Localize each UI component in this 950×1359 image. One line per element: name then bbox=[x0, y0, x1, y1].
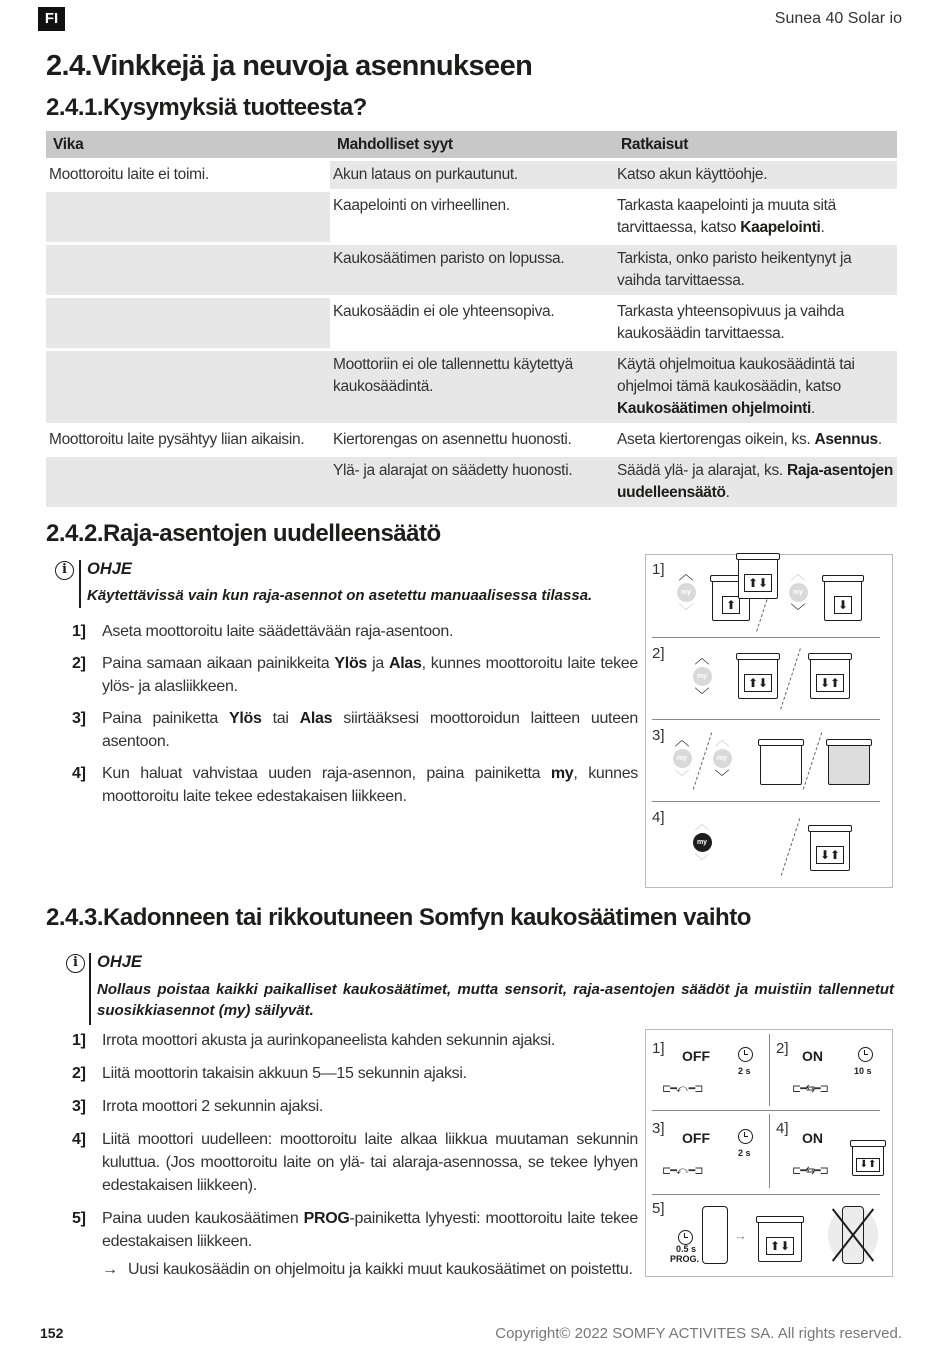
column-header-cause: Mahdolliset syyt bbox=[337, 135, 453, 153]
remote-control bbox=[690, 817, 714, 868]
solution-cell: Tarkasta kaapelointi ja muuta sitä tarvittaessa, katso Kaapelointi. bbox=[617, 197, 836, 236]
divider bbox=[652, 801, 880, 802]
step-item: 1] Irrota moottori akusta ja aurinkopaneelista kahden sekunnin ajaksi. bbox=[72, 1032, 556, 1049]
step-item: 2] Paina samaan aikaan painikkeita Ylös ja Alas, kunnes moottoroitu laite tekee ylös- ja alasliikkeen. bbox=[72, 655, 638, 695]
table-row bbox=[46, 192, 897, 242]
cable-disconnected-icon: ⊏━⤺ ━⊐ bbox=[662, 1165, 703, 1177]
note-text: Nollaus poistaa kaikki paikalliset kaukosäätimet, mutta sensorit, raja-asentojen säädöt ja muistiin tallennetut suosikkiasennot (my) säilyvät. bbox=[97, 981, 894, 1019]
cause-cell: Kiertorengas on asennettu huonosti. bbox=[333, 431, 572, 448]
column-header-solution: Ratkaisut bbox=[621, 135, 689, 153]
divider bbox=[652, 1110, 880, 1111]
shade-icon: ⬆⬇ bbox=[738, 555, 778, 599]
table-row bbox=[46, 245, 897, 295]
divider bbox=[769, 1114, 770, 1188]
my-button-icon: my bbox=[673, 749, 692, 768]
down-arrow-icon: ﹀ bbox=[674, 768, 690, 786]
my-button-icon: my bbox=[693, 833, 712, 852]
figure-step-label: 3] bbox=[652, 1120, 665, 1137]
up-arrow-icon: ︿ bbox=[714, 731, 730, 749]
solution-cell: Säädä ylä- ja alarajat, ks. Raja-asentojen uudelleensäätö. bbox=[614, 457, 897, 507]
table-row bbox=[46, 298, 897, 348]
limit-adjust-steps bbox=[46, 620, 638, 808]
figure-step-label: 1] bbox=[652, 1040, 665, 1057]
table-row bbox=[46, 351, 897, 423]
duration-label: 2 s bbox=[738, 1066, 751, 1076]
limit-adjust-figure bbox=[645, 554, 893, 888]
note-title: OHJE bbox=[87, 560, 132, 578]
duration-label: 2 s bbox=[738, 1148, 751, 1158]
step-item: 1] Aseta moottoroitu laite säädettävään raja-asentoon. bbox=[72, 623, 454, 640]
cable-connected-icon: ⊏━⇆━⊐ bbox=[792, 1165, 828, 1177]
power-state-label: ON bbox=[802, 1048, 823, 1064]
remote-control bbox=[670, 733, 694, 784]
step-item: 4] Liitä moottori uudelleen: moottoroitu laite alkaa liikkua muutaman sekunnin kuluttua. (Jos moottoroitu laite on ylä- tai alaraja-asennossa, se tekee lyhyen edestakaisen liikkeen). bbox=[72, 1131, 638, 1194]
table-row bbox=[46, 161, 897, 189]
divider bbox=[652, 637, 880, 638]
step-item: 2] Liitä moottorin takaisin akkuun 5—15 sekunnin ajaksi. bbox=[72, 1065, 467, 1082]
down-arrow-icon: ﹀ bbox=[790, 602, 806, 620]
divider bbox=[652, 719, 880, 720]
figure-step-label: 4] bbox=[776, 1120, 789, 1137]
step-item: 5] Paina uuden kaukosäätimen PROG-painiketta lyhyesti: moottoroitu laite tekee edestakaisen liikkeen. bbox=[72, 1210, 638, 1250]
cause-cell: Akun lataus on purkautunut. bbox=[330, 161, 614, 189]
note-bar bbox=[79, 560, 81, 608]
table-row bbox=[46, 426, 897, 454]
remote-control bbox=[674, 567, 698, 618]
shade-icon: ⬇⬆ bbox=[810, 655, 850, 699]
shade-icon: ⬆⬇ bbox=[738, 655, 778, 699]
fault-cell bbox=[46, 245, 330, 295]
solution-cell: Tarkasta yhteensopivuus ja vaihda kaukosäädin tarvittaessa. bbox=[617, 303, 845, 342]
copyright: Copyright© 2022 SOMFY ACTIVITES SA. All rights reserved. bbox=[495, 1325, 902, 1342]
arrow-right-icon: → bbox=[734, 1228, 747, 1243]
figure-step-label: 4] bbox=[652, 809, 665, 826]
table-row bbox=[46, 457, 897, 507]
down-arrow-icon: ﹀ bbox=[714, 768, 730, 786]
up-arrow-icon: ︿ bbox=[790, 565, 806, 583]
cause-cell: Kaapelointi on virheellinen. bbox=[333, 197, 510, 214]
step-item: 3] Paina painiketta Ylös tai Alas siirtääksesi moottoroidun laitteen uuteen asentoon. bbox=[72, 710, 638, 750]
duration-label: 0.5 s bbox=[676, 1244, 697, 1254]
cause-cell: Ylä- ja alarajat on säädetty huonosti. bbox=[330, 457, 614, 507]
up-arrow-icon: ︿ bbox=[678, 565, 694, 583]
shade-icon: ⬆⬇ bbox=[758, 1218, 802, 1262]
arrow-right-icon: → bbox=[102, 1261, 118, 1278]
clock-icon bbox=[858, 1047, 873, 1062]
note-title: OHJE bbox=[97, 953, 142, 971]
fault-cell bbox=[46, 298, 330, 348]
result-text: → Uusi kaukosäädin on ohjelmoitu ja kaikki muut kaukosäätimet on poistettu. bbox=[102, 1259, 638, 1281]
shade-icon: ⬇⬆ bbox=[852, 1142, 884, 1176]
power-state-label: OFF bbox=[682, 1130, 710, 1146]
prog-label: PROG. bbox=[670, 1254, 700, 1264]
shade-icon: ⬇ bbox=[824, 577, 862, 621]
up-arrow-icon: ︿ bbox=[674, 731, 690, 749]
shade-icon: ⬆ bbox=[712, 577, 750, 621]
solution-cell: Katso akun käyttöohje. bbox=[614, 161, 897, 189]
column-header-fault: Vika bbox=[53, 135, 84, 153]
down-arrow-icon: ﹀ bbox=[694, 686, 710, 704]
power-state-label: ON bbox=[802, 1130, 823, 1146]
document-title: Sunea 40 Solar io bbox=[774, 10, 902, 27]
info-icon: i bbox=[55, 561, 74, 580]
cause-cell: Kaukosäädin ei ole yhteensopiva. bbox=[333, 303, 555, 320]
solution-cell: Aseta kiertorengas oikein, ks. Asennus. bbox=[617, 431, 882, 448]
figure-step-label: 1] bbox=[652, 561, 665, 578]
power-state-label: OFF bbox=[682, 1048, 710, 1064]
my-button-icon: my bbox=[789, 583, 808, 602]
fault-cell bbox=[46, 192, 330, 242]
table-header bbox=[46, 131, 897, 158]
duration-label: 10 s bbox=[854, 1066, 872, 1076]
page-number: 152 bbox=[40, 1325, 64, 1341]
solution-cell: Tarkista, onko paristo heikentynyt ja vaihda tarvittaessa. bbox=[614, 245, 897, 295]
cable-connected-icon: ⊏━⇆━⊐ bbox=[792, 1083, 828, 1095]
fault-cell bbox=[46, 457, 330, 507]
down-arrow-icon: ﹀ bbox=[678, 602, 694, 620]
fault-cell: Moottoroitu laite ei toimi. bbox=[49, 166, 209, 183]
solution-cell: Käytä ohjelmoitua kaukosäädintä tai ohjelmoi tämä kaukosäädin, katso Kaukosäätimen ohjelmointi. bbox=[614, 351, 897, 423]
note-bar bbox=[89, 953, 91, 1025]
clock-icon bbox=[738, 1129, 753, 1144]
remote-replace-steps bbox=[46, 1029, 638, 1261]
remote-prog-icon bbox=[702, 1206, 728, 1264]
divider bbox=[769, 1034, 770, 1106]
section-title-2-4-3: 2.4.3.Kadonneen tai rikkoutuneen Somfyn kaukosäätimen vaihto bbox=[46, 904, 751, 931]
fault-cell bbox=[46, 351, 330, 423]
info-icon: i bbox=[66, 954, 85, 973]
my-button-icon: my bbox=[713, 749, 732, 768]
separator bbox=[803, 732, 822, 789]
step-item: 3] Irrota moottori 2 sekunnin ajaksi. bbox=[72, 1098, 324, 1115]
cause-cell: Kaukosäätimen paristo on lopussa. bbox=[330, 245, 614, 295]
remote-control bbox=[710, 733, 734, 784]
clock-icon bbox=[678, 1230, 693, 1245]
up-arrow-icon: ︿ bbox=[694, 815, 710, 833]
shade-icon bbox=[828, 741, 870, 785]
old-remote-crossed-icon bbox=[828, 1206, 878, 1264]
clock-icon bbox=[738, 1047, 753, 1062]
down-arrow-icon: ﹀ bbox=[694, 852, 710, 870]
shade-icon bbox=[760, 741, 802, 785]
figure-step-label: 2] bbox=[652, 645, 665, 662]
step-item: 4] Kun haluat vahvistaa uuden raja-asennon, paina painiketta my, kunnes moottoroitu laite tekee edestakaisen liikkeen. bbox=[72, 765, 638, 805]
separator bbox=[780, 648, 801, 709]
my-button-icon: my bbox=[693, 667, 712, 686]
figure-step-label: 5] bbox=[652, 1200, 665, 1217]
remote-replace-figure bbox=[645, 1029, 893, 1277]
language-badge: FI bbox=[38, 7, 65, 31]
cable-disconnected-icon: ⊏━⤺ ━⊐ bbox=[662, 1083, 703, 1095]
troubleshooting-table bbox=[46, 131, 897, 507]
remote-control bbox=[786, 567, 810, 618]
my-button-icon: my bbox=[677, 583, 696, 602]
section-title-2-4: 2.4.Vinkkejä ja neuvoja asennukseen bbox=[46, 50, 533, 82]
divider bbox=[652, 1194, 880, 1195]
figure-step-label: 3] bbox=[652, 727, 665, 744]
cause-cell: Moottoriin ei ole tallennettu käytettyä kaukosäädintä. bbox=[330, 351, 614, 423]
shade-icon: ⬇⬆ bbox=[810, 827, 850, 871]
separator bbox=[781, 818, 800, 875]
up-arrow-icon: ︿ bbox=[694, 649, 710, 667]
figure-step-label: 2] bbox=[776, 1040, 789, 1057]
section-title-2-4-1: 2.4.1.Kysymyksiä tuotteesta? bbox=[46, 94, 367, 121]
fault-cell: Moottoroitu laite pysähtyy liian aikaisin. bbox=[49, 431, 305, 448]
note-text: Käytettävissä vain kun raja-asennot on asetettu manuaalisessa tilassa. bbox=[87, 587, 593, 604]
section-title-2-4-2: 2.4.2.Raja-asentojen uudelleensäätö bbox=[46, 520, 441, 547]
remote-control bbox=[690, 651, 714, 702]
